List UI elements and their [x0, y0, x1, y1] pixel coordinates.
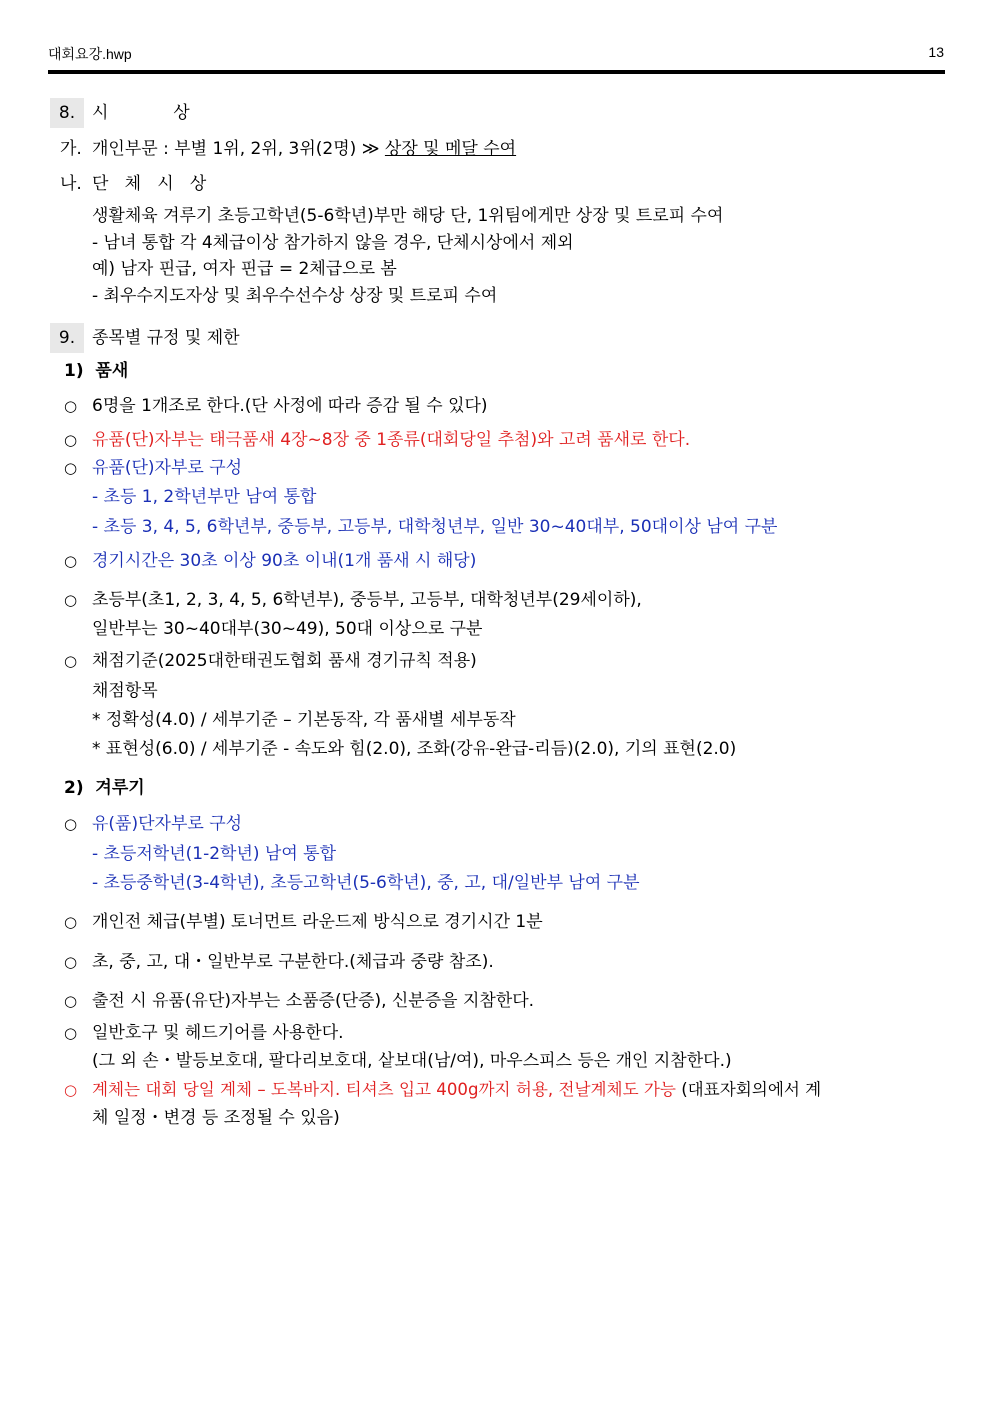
kyorugi-rule-5: 일반호구 및 헤드기어를 사용한다.	[92, 1023, 344, 1043]
bullet-icon: ○	[64, 591, 78, 609]
na-line: - 남녀 통합 각 4체급이상 참가하지 않을 경우, 단체시상에서 제외	[92, 233, 574, 253]
poomsae-rule-2: 유품(단)자부는 태극품새 4장~8장 중 1종류(대회당일 추첨)와 고려 품새로 한다.	[92, 430, 691, 450]
bullet-icon: ○	[64, 552, 78, 570]
item-ga-award: 상장 및 메달 수여	[384, 139, 517, 159]
file-name: 대회요강.hwp	[48, 46, 132, 62]
kyorugi-rule-4: 출전 시 유품(유단)자부는 소품증(단증), 신분증을 지참한다.	[92, 991, 535, 1011]
bullet-icon: ○	[64, 953, 78, 971]
poomsae-rule-3b: - 초등 3, 4, 5, 6학년부, 중등부, 고등부, 대학청년부, 일반 30~40대부, 50대이상 남여 구분	[92, 517, 778, 537]
bullet-icon: ○	[64, 815, 78, 833]
poomsae-rule-5b: 일반부는 30~40대부(30~49), 50대 이상으로 구분	[92, 619, 483, 639]
poomsae-rule-6b: * 정확성(4.0) / 세부기준 – 기본동작, 각 품새별 세부동작	[92, 710, 516, 730]
bullet-icon: ○	[64, 652, 78, 670]
kyorugi-rule-5a: (그 외 손・발등보호대, 팔다리보호대, 샅보대(남/여), 마우스피스 등은 개인 지참한다.)	[92, 1051, 732, 1071]
section-9-number: 9.	[50, 323, 84, 353]
kyorugi-rule-2: 개인전 체급(부별) 토너먼트 라운드제 방식으로 경기시간 1분	[92, 912, 543, 932]
poomsae-rule-6c: * 표현성(6.0) / 세부기준 - 속도와 힘(2.0), 조화(강유-완급-리듬)(2.0), 기의 표현(2.0)	[92, 739, 737, 759]
item-ga-body: 개인부문 : 부별 1위, 2위, 3위(2명) ≫	[92, 139, 385, 159]
section-8-title: 시 상	[92, 103, 190, 123]
kyorugi-rule-6b: 체 일정・변경 등 조정될 수 있음)	[92, 1108, 340, 1128]
kyorugi-heading: 2) 겨루기	[64, 778, 145, 798]
bullet-icon: ○	[64, 431, 78, 449]
item-na-title: 단 체 시 상	[92, 174, 207, 194]
kyorugi-rule-1b: - 초등중학년(3-4학년), 초등고학년(5-6학년), 중, 고, 대/일반부 남여 구분	[92, 873, 640, 893]
bullet-icon: ○	[64, 1081, 78, 1099]
kyorugi-rule-6	[92, 1079, 821, 1101]
poomsae-heading: 1) 품새	[64, 361, 129, 381]
bullet-icon: ○	[64, 459, 78, 477]
page-number: 13	[928, 44, 944, 60]
kyorugi-rule-6-note: (대표자회의에서 계	[675, 1080, 822, 1099]
section-8-number: 8.	[50, 98, 84, 128]
bullet-icon: ○	[64, 992, 78, 1010]
na-line: 예) 남자 핀급, 여자 핀급 = 2체급으로 봄	[92, 259, 397, 279]
na-line: - 최우수지도자상 및 최우수선수상 상장 및 트로피 수여	[92, 286, 498, 306]
kyorugi-rule-1a: - 초등저학년(1-2학년) 남여 통합	[92, 844, 337, 864]
item-na-label: 나.	[60, 174, 82, 194]
poomsae-rule-3a: - 초등 1, 2학년부만 남여 통합	[92, 487, 317, 507]
poomsae-rule-6a: 채점항목	[92, 681, 158, 701]
bullet-icon: ○	[64, 1024, 78, 1042]
na-line: 생활체육 겨루기 초등고학년(5-6학년)부만 해당 단, 1위팀에게만 상장 및 트로피 수여	[92, 206, 724, 226]
bullet-icon: ○	[64, 913, 78, 931]
poomsae-rule-5a: 초등부(초1, 2, 3, 4, 5, 6학년부), 중등부, 고등부, 대학청년부(29세이하),	[92, 590, 642, 610]
section-9-title: 종목별 규정 및 제한	[92, 328, 240, 348]
kyorugi-rule-3: 초, 중, 고, 대・일반부로 구분한다.(체급과 중량 참조).	[92, 952, 494, 972]
kyorugi-rule-6-highlight: 계체는 대회 당일 계체 – 도복바지. 티셔츠 입고 400g까지 허용, 전날계체도 가능	[92, 1080, 676, 1099]
kyorugi-rule-1: 유(품)단자부로 구성	[92, 814, 243, 834]
header-rule	[48, 70, 945, 74]
poomsae-rule-4: 경기시간은 30초 이상 90초 이내(1개 품새 시 해당)	[92, 551, 477, 571]
poomsae-rule-3: 유품(단)자부로 구성	[92, 458, 243, 478]
item-ga-text	[92, 138, 516, 160]
bullet-icon: ○	[64, 397, 78, 415]
poomsae-rule-1: 6명을 1개조로 한다.(단 사정에 따라 증감 될 수 있다)	[92, 396, 488, 416]
poomsae-rule-6: 채점기준(2025대한태권도협회 품새 경기규칙 적용)	[92, 651, 477, 671]
item-ga-label: 가.	[60, 139, 82, 159]
